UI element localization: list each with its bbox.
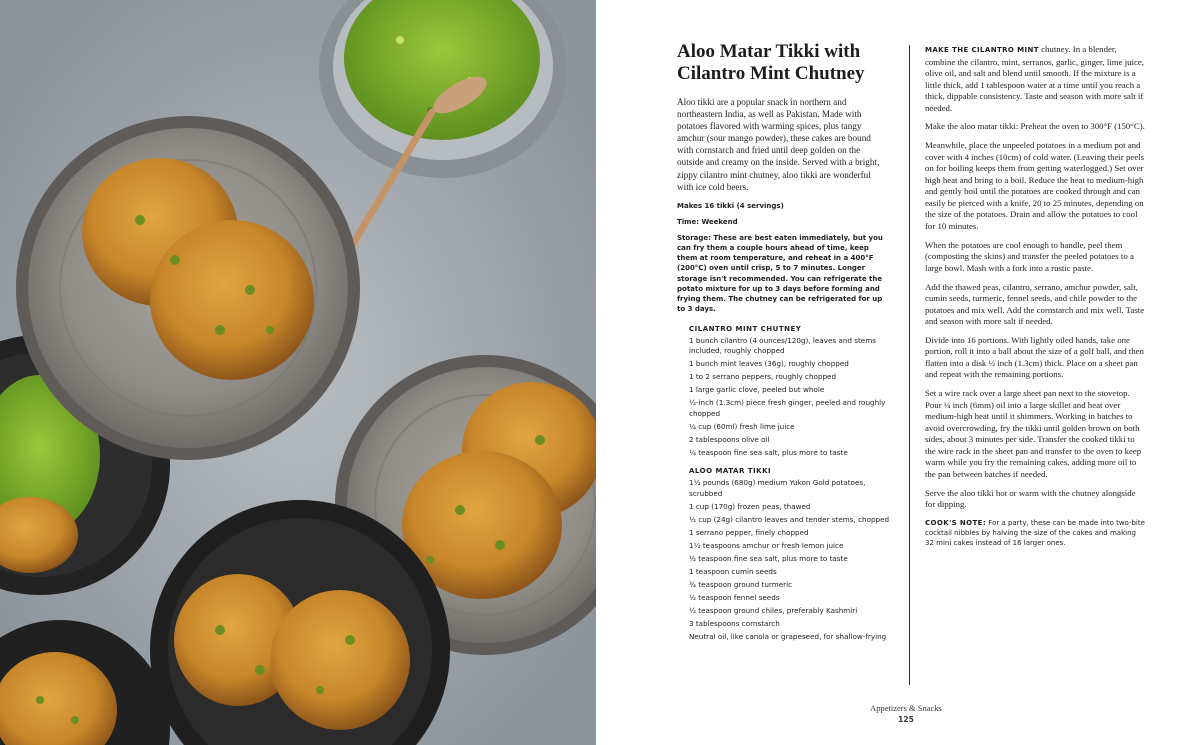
ingredient: ¼ teaspoon fine sea salt, plus more to taste bbox=[689, 447, 848, 457]
stone-plate-top-left bbox=[16, 116, 360, 460]
ingredient: ½ teaspoon fine sea salt, plus more to taste bbox=[689, 553, 848, 563]
ingredient: 1 large garlic clove, peeled but whole bbox=[689, 385, 825, 395]
ingredient: 1 to 2 serrano peppers, roughly chopped bbox=[689, 372, 837, 382]
method-column bbox=[925, 44, 1147, 548]
tikki-ingredients-heading: ALOO MATAR TIKKI bbox=[689, 467, 772, 476]
ingredient: ½ cup (24g) cilantro leaves and tender stems, chopped bbox=[689, 514, 890, 524]
page-number: 125 bbox=[898, 715, 914, 724]
ingredient: 1 serrano pepper, finely chopped bbox=[689, 527, 809, 537]
method-step: Set a wire rack over a large sheet pan next to the stovetop. Pour ¼ inch (6mm) oil into a large skillet and heat over medium-high heat until it shimmers. Working in batches to avoid overcrowding, fry the tikki until golden brown on both sides, about 3 minutes per side. Transfer the cooked tikki to the wire rack in the sheet pan and transfer to the oven to keep warm while you fry the remaining cakes, adding more oil to the pan between batches if needed. bbox=[925, 388, 1142, 479]
ingredient: 3 tablespoons cornstarch bbox=[689, 618, 780, 628]
recipe-intro: Aloo tikki are a popular snack in northern and northeastern India, as well as Pakistan. Made with potatoes flavored with warming spices, plus tangy amchur (sour mango powder), these cakes are bound with cornstarch and fried until deep golden on the outside and creamy on the inside. Served with a bright, zippy cilantro mint chutney, aloo tikki are wonderful with ice cold beers. bbox=[677, 97, 880, 192]
chutney-ingredients-list bbox=[689, 336, 895, 458]
ingredient: 1 bunch mint leaves (36g), roughly chopped bbox=[689, 359, 849, 369]
method-step-text: chutney. In a blender, combine the cilantro, mint, serranos, garlic, ginger, lime juice, olive oil, and salt and blend until smooth. If the mixture is a little thick, add 1 tablespoon water at a time until you reach a thick, dippable consistency. Taste and season with more salt if needed. bbox=[925, 44, 1145, 113]
ingredient: 1½ pounds (680g) medium Yukon Gold potatoes, scrubbed bbox=[689, 478, 866, 498]
ingredient: 2 tablespoons olive oil bbox=[689, 434, 770, 444]
method-step: Make the aloo matar tikki: Preheat the oven to 300°F (150°C). bbox=[925, 121, 1145, 132]
method-step-lead: MAKE THE CILANTRO MINT bbox=[925, 46, 1039, 54]
ingredient: ½-inch (1.3cm) piece fresh ginger, peeled and roughly chopped bbox=[689, 398, 886, 418]
chutney-ingredients-heading: CILANTRO MINT CHUTNEY bbox=[689, 325, 802, 333]
method-step: Add the thawed peas, cilantro, serrano, amchur powder, salt, cumin seeds, turmeric, fennel seeds, and chile powder to the potatoes and mix well. Add the cornstarch and mix well. Taste and season with more salt if needed. bbox=[925, 281, 1145, 327]
ingredient: 1 teaspoon cumin seeds bbox=[689, 566, 777, 576]
ingredients-section bbox=[689, 325, 895, 651]
cooks-note bbox=[925, 518, 1147, 548]
recipe-intro-column bbox=[677, 96, 883, 314]
method-step: Divide into 16 portions. With lightly oiled hands, take one portion, roll it into a ball about the size of a golf ball, and then flatten into a disk ½ inch (1.3cm) thick. Place on a sheet pan and repeat with the remaining portions. bbox=[925, 334, 1144, 380]
tikki-ingredients-list bbox=[689, 478, 895, 642]
ingredient: Neutral oil, like canola or grapeseed, for shallow-frying bbox=[689, 631, 887, 641]
ingredient: ½ teaspoon ground chiles, preferably Kashmiri bbox=[689, 605, 858, 615]
page-footer bbox=[816, 703, 996, 725]
ingredient: ½ teaspoon fennel seeds bbox=[689, 592, 780, 602]
cooks-note-lead: COOK'S NOTE: bbox=[925, 519, 987, 528]
recipe-page bbox=[596, 0, 1192, 745]
method-step: When the potatoes are cool enough to handle, peel them (composting the skins) and transfer the peeled potatoes to a large bowl. Mash with a fork into a rustic paste. bbox=[925, 239, 1134, 273]
ingredient: ¼ cup (60ml) fresh lime juice bbox=[689, 421, 795, 431]
recipe-time: Time: Weekend bbox=[677, 217, 738, 226]
method-step bbox=[925, 44, 1147, 114]
ingredient: 1 bunch cilantro (4 ounces/120g), leaves and stems included, roughly chopped bbox=[689, 336, 876, 356]
method-step: Serve the aloo tikki hot or warm with the chutney alongside for dipping. bbox=[925, 487, 1136, 510]
cooks-note-text: For a party, these can be made into two-bite cocktail nibbles by halving the size of the cakes and making 32 mini cakes instead of 16 larger ones. bbox=[925, 519, 1145, 548]
recipe-title: Aloo Matar Tikki with Cilantro Mint Chutney bbox=[677, 41, 865, 84]
recipe-yield: Makes 16 tikki (4 servings) bbox=[677, 201, 784, 210]
method-step: Meanwhile, place the unpeeled potatoes in a medium pot and cover with 4 inches (10cm) of cold water. (Leaving their peels on for boiling keeps them from getting waterlogged.) Set over high heat and bring to a boil. Reduce the heat to medium-high and gently boil until the potatoes are cooked through and can easily be pierced with a knife, 20 to 25 minutes, depending on the size of the potatoes. Drain and allow the potatoes to cool for 10 minutes. bbox=[925, 140, 1145, 231]
ingredient: 1½ teaspoons amchur or fresh lemon juice bbox=[689, 540, 844, 550]
ingredient: 1 cup (170g) frozen peas, thawed bbox=[689, 501, 811, 511]
column-divider bbox=[909, 45, 910, 685]
section-name: Appetizers & Snacks bbox=[870, 703, 942, 713]
ingredient: ¾ teaspoon ground turmeric bbox=[689, 579, 793, 589]
recipe-storage: Storage: These are best eaten immediately, but you can fry them a couple hours ahead of time, keep them at room temperature, and reheat in a 400°F (200°C) oven until crisp, 5 to 7 minutes. Longer storage isn't recommended. You can refrigerate the potato mixture for up to 3 days before forming and frying them. The chutney can be refrigerated for up to 3 days. bbox=[677, 233, 883, 314]
